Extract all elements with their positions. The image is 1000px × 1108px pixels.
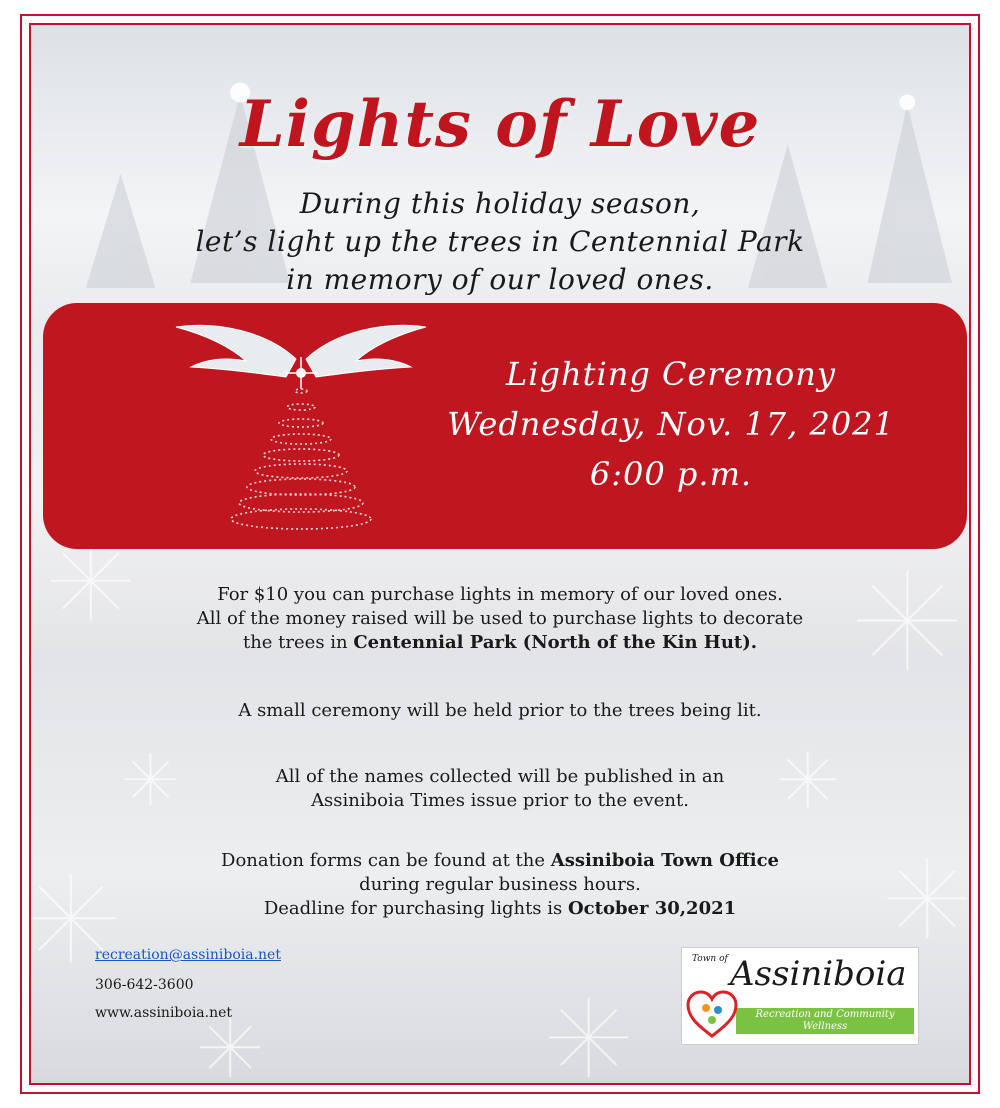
intro-line-2: let’s light up the trees in Centennial Park [195, 225, 805, 258]
ceremony-date: Wednesday, Nov. 17, 2021 [447, 405, 895, 443]
paragraph-3-line-2: Assiniboia Times issue prior to the event. [311, 790, 689, 811]
paragraph-4-line-1 [31, 849, 969, 873]
poster-canvas [29, 23, 971, 1085]
paragraph-1-line-2: All of the money raised will be used to purchase lights to decorate [196, 608, 804, 629]
logo-tagline: Recreation and Community Wellness [736, 1008, 914, 1034]
paragraph-4-line-1-text: Donation forms can be found at the [221, 850, 551, 871]
logo-town-name: Assiniboia [730, 954, 907, 994]
paragraph-4-line-3 [31, 897, 969, 921]
snowy-background [31, 25, 969, 1083]
paragraph-1-line-3-text: the trees in [242, 632, 354, 653]
centennial-park-location: Centennial Park (North of the Kin Hut). [353, 632, 757, 653]
town-office-name: Assiniboia Town Office [550, 850, 779, 871]
paragraph-4-line-2: during regular business hours. [359, 874, 641, 895]
intro-line-3: in memory of our loved ones. [286, 263, 714, 296]
paragraph-1-line-3 [31, 631, 969, 655]
ceremony-heading: Lighting Ceremony [506, 355, 836, 393]
deadline-text: Deadline for purchasing lights is [263, 898, 568, 919]
logo-town-of: Town of [692, 954, 728, 964]
contact-email-link[interactable]: recreation@assiniboia.net [95, 947, 281, 963]
poster-title: Lights of Love [239, 87, 761, 162]
assiniboia-logo [681, 947, 919, 1045]
ceremony-time: 6:00 p.m. [589, 455, 753, 493]
paragraph-3-line-1: All of the names collected will be published in an [275, 766, 725, 787]
deadline-date: October 30,2021 [567, 898, 737, 919]
paragraph-1-line-1: For $10 you can purchase lights in memory of our loved ones. [217, 584, 783, 605]
page-border-outer [20, 14, 980, 1094]
intro-line-1: During this holiday season, [299, 187, 701, 220]
heart-icon [686, 990, 738, 1040]
contact-phone: 306-642-3600 [95, 977, 194, 993]
paragraph-2: A small ceremony will be held prior to the trees being lit. [238, 700, 762, 721]
contact-website[interactable]: www.assiniboia.net [95, 1005, 233, 1021]
